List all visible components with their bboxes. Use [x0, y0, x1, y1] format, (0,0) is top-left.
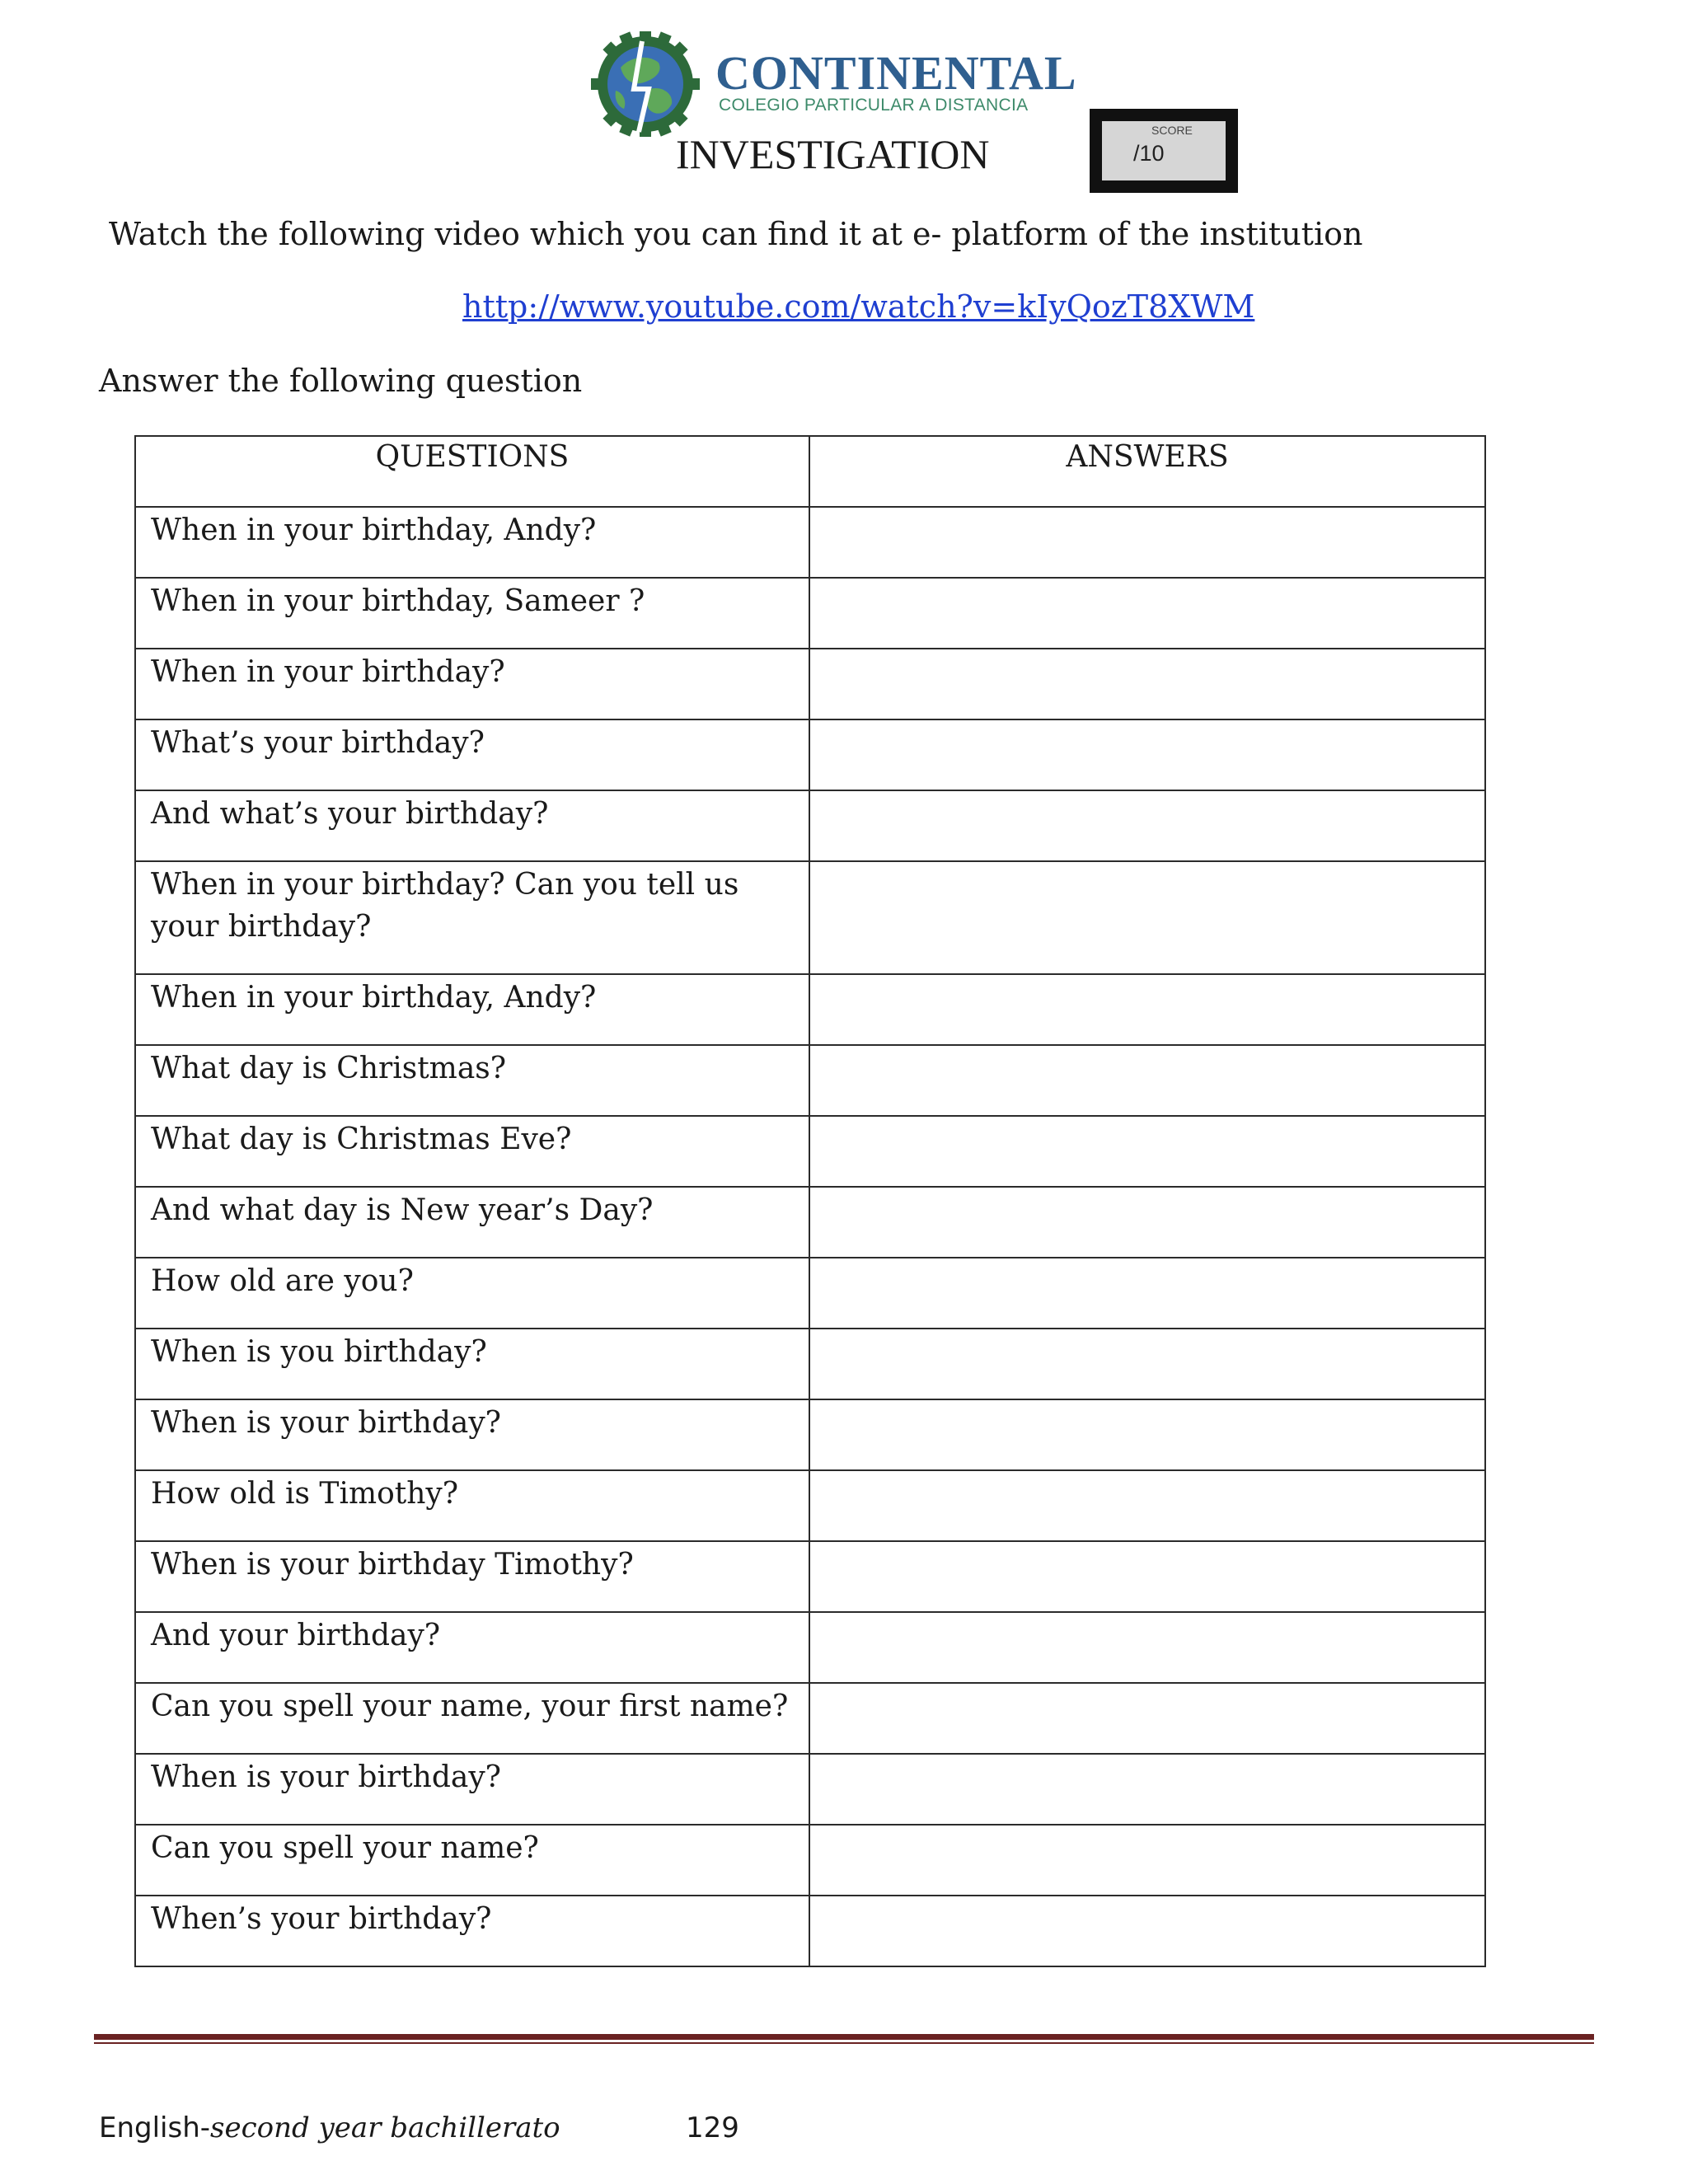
question-cell: What day is Christmas Eve?	[135, 1116, 809, 1187]
answer-cell[interactable]	[809, 861, 1485, 974]
answers-header: ANSWERS	[809, 436, 1485, 507]
video-link[interactable]: http://www.youtube.com/watch?v=kIyQozT8XWM	[462, 288, 1255, 325]
table-row	[135, 1541, 1485, 1612]
answer-cell[interactable]	[809, 649, 1485, 719]
table-row	[135, 1470, 1485, 1541]
score-label: SCORE	[1151, 124, 1193, 137]
school-logo	[581, 31, 1077, 137]
question-cell: Can you spell your name?	[135, 1825, 809, 1896]
answer-cell[interactable]	[809, 719, 1485, 790]
question-cell: When is your birthday?	[135, 1754, 809, 1825]
answer-cell[interactable]	[809, 578, 1485, 649]
table-row	[135, 719, 1485, 790]
score-box	[1090, 109, 1238, 193]
table-row	[135, 1329, 1485, 1399]
question-cell: When in your birthday, Andy?	[135, 974, 809, 1045]
table-row	[135, 1258, 1485, 1329]
footer-course	[99, 2111, 560, 2144]
question-cell: And what’s your birthday?	[135, 790, 809, 861]
answer-cell[interactable]	[809, 1187, 1485, 1258]
answer-instruction: Answer the following question	[99, 363, 583, 399]
question-cell: How old are you?	[135, 1258, 809, 1329]
question-cell: Can you spell your name, your first name?	[135, 1683, 809, 1754]
answer-cell[interactable]	[809, 1896, 1485, 1966]
table-row	[135, 578, 1485, 649]
answer-cell[interactable]	[809, 1825, 1485, 1896]
answer-cell[interactable]	[809, 790, 1485, 861]
question-cell: How old is Timothy?	[135, 1470, 809, 1541]
answer-cell[interactable]	[809, 1258, 1485, 1329]
question-cell: When in your birthday, Andy?	[135, 507, 809, 578]
answer-cell[interactable]	[809, 1683, 1485, 1754]
page-number: 129	[686, 2111, 739, 2144]
answer-cell[interactable]	[809, 1399, 1485, 1470]
page-title: INVESTIGATION	[676, 131, 990, 177]
table-row	[135, 1825, 1485, 1896]
table-row	[135, 790, 1485, 861]
table-row	[135, 649, 1485, 719]
question-cell: What’s your birthday?	[135, 719, 809, 790]
table-row	[135, 1683, 1485, 1754]
question-cell: When in your birthday, Sameer ?	[135, 578, 809, 649]
answer-cell[interactable]	[809, 974, 1485, 1045]
table-row	[135, 1187, 1485, 1258]
question-cell: When is your birthday Timothy?	[135, 1541, 809, 1612]
table-row	[135, 1116, 1485, 1187]
table-row	[135, 974, 1485, 1045]
footer-divider-thin	[94, 2042, 1594, 2044]
questions-header: QUESTIONS	[135, 436, 809, 507]
question-cell: When is your birthday?	[135, 1399, 809, 1470]
table-row	[135, 1045, 1485, 1116]
logo-wordmark: CONTINENTAL	[715, 46, 1077, 100]
answer-cell[interactable]	[809, 507, 1485, 578]
logo-subtitle: COLEGIO PARTICULAR A DISTANCIA	[719, 96, 1029, 115]
questions-table	[134, 435, 1486, 1967]
question-cell: When’s your birthday?	[135, 1896, 809, 1966]
answer-cell[interactable]	[809, 1045, 1485, 1116]
answer-cell[interactable]	[809, 1329, 1485, 1399]
answer-cell[interactable]	[809, 1754, 1485, 1825]
footer-course-name: second year bachillerato	[210, 2111, 560, 2144]
question-cell: And your birthday?	[135, 1612, 809, 1683]
watch-instruction: Watch the following video which you can find it at e- platform of the institution	[109, 216, 1363, 252]
question-cell: And what day is New year’s Day?	[135, 1187, 809, 1258]
score-panel	[1102, 121, 1226, 180]
table-row	[135, 1612, 1485, 1683]
question-cell: When in your birthday? Can you tell us your birthday?	[135, 861, 809, 974]
globe-gear-icon	[581, 31, 713, 137]
question-cell: What day is Christmas?	[135, 1045, 809, 1116]
score-value: /10	[1133, 141, 1165, 166]
footer-subject: English-	[99, 2111, 211, 2144]
table-row	[135, 1399, 1485, 1470]
question-cell: When is you birthday?	[135, 1329, 809, 1399]
table-row	[135, 1754, 1485, 1825]
answer-cell[interactable]	[809, 1612, 1485, 1683]
question-cell: When in your birthday?	[135, 649, 809, 719]
table-row	[135, 861, 1485, 974]
table-row	[135, 1896, 1485, 1966]
answer-cell[interactable]	[809, 1541, 1485, 1612]
answer-cell[interactable]	[809, 1470, 1485, 1541]
footer-divider	[94, 2034, 1594, 2040]
table-row	[135, 507, 1485, 578]
answer-cell[interactable]	[809, 1116, 1485, 1187]
table-header-row	[135, 436, 1485, 507]
